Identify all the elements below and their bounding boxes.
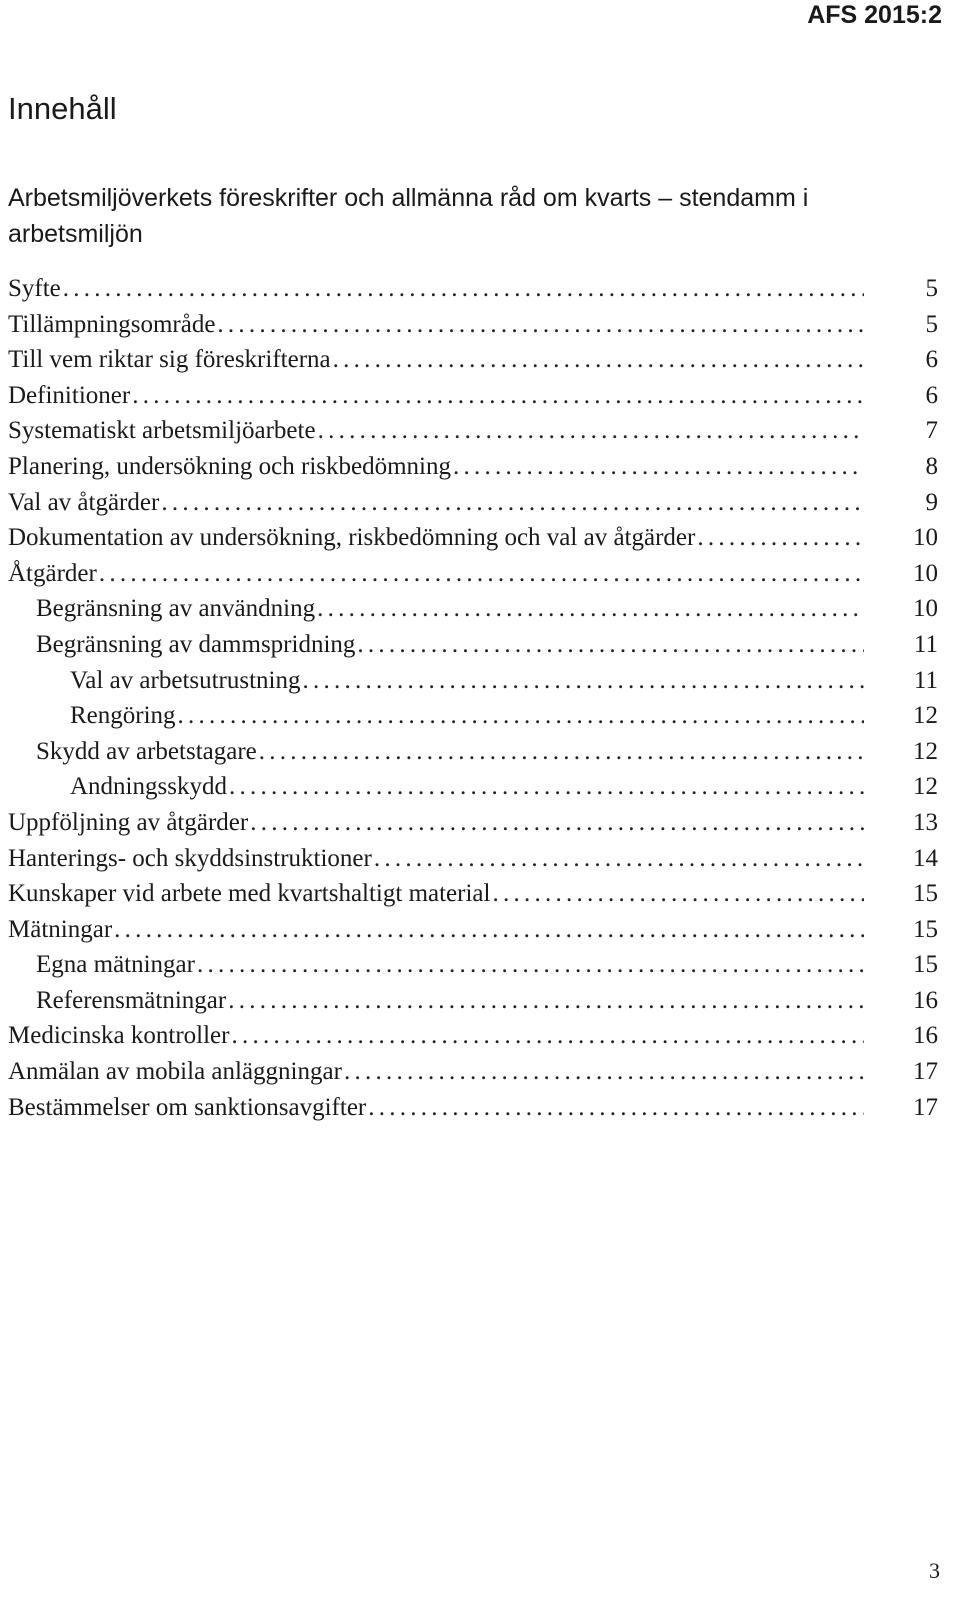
toc-entry-page: 17 [913, 1058, 938, 1086]
toc-entry-page: 11 [913, 666, 938, 694]
toc-entry-page: 10 [913, 559, 938, 587]
toc-entry-title: Anmälan av mobila anläggningar [8, 1058, 342, 1086]
toc-dot-leader [492, 876, 864, 912]
toc-entry-title: Andningsskydd [70, 773, 227, 801]
toc-entry-page: 16 [913, 986, 938, 1014]
toc-entry-title: Definitioner [8, 381, 131, 409]
toc-dot-leader [318, 413, 864, 449]
toc-entry[interactable] [8, 1018, 938, 1054]
toc-entry[interactable] [8, 1090, 938, 1126]
toc-dot-leader [99, 556, 864, 592]
toc-entry[interactable] [8, 841, 938, 877]
toc-dot-leader [229, 769, 864, 805]
toc-entry[interactable] [8, 449, 938, 485]
toc-dot-leader [317, 591, 864, 627]
toc-entry-page: 17 [913, 1093, 938, 1121]
toc-entry-page: 12 [913, 702, 938, 730]
toc-dot-leader [453, 449, 864, 485]
toc-entry[interactable] [8, 912, 938, 948]
toc-entry[interactable] [8, 663, 938, 699]
toc-dot-leader [228, 983, 864, 1019]
toc-dot-leader [368, 1090, 864, 1126]
toc-entry[interactable] [8, 698, 938, 734]
table-of-contents [8, 271, 938, 1125]
toc-entry[interactable] [8, 271, 938, 307]
toc-entry-title: Till vem riktar sig föreskrifterna [8, 346, 331, 374]
toc-entry-page: 12 [913, 773, 938, 801]
toc-entry-title: Systematiskt arbetsmiljöarbete [8, 417, 316, 445]
toc-entry[interactable] [8, 307, 938, 343]
toc-dot-leader [333, 342, 864, 378]
toc-entry[interactable] [8, 983, 938, 1019]
toc-entry-title: Åtgärder [8, 559, 97, 587]
toc-entry[interactable] [8, 342, 938, 378]
toc-entry-page: 6 [925, 346, 938, 374]
toc-entry-page: 5 [925, 310, 938, 338]
toc-dot-leader [374, 841, 864, 877]
toc-entry-title: Mätningar [8, 915, 113, 943]
toc-dot-leader [231, 1018, 864, 1054]
toc-entry-page: 13 [913, 808, 938, 836]
toc-dot-leader [250, 805, 864, 841]
toc-dot-leader [217, 307, 864, 343]
toc-dot-leader [132, 378, 864, 414]
page-title: Innehåll [8, 91, 117, 126]
toc-entry[interactable] [8, 876, 938, 912]
toc-entry-page: 7 [925, 417, 938, 445]
toc-entry-page: 10 [913, 595, 938, 623]
toc-dot-leader [259, 734, 864, 770]
document-id: AFS 2015:2 [807, 1, 942, 29]
toc-entry[interactable] [8, 591, 938, 627]
toc-entry[interactable] [8, 769, 938, 805]
toc-dot-leader [161, 485, 864, 521]
toc-dot-leader [357, 627, 864, 663]
toc-entry-title: Egna mätningar [36, 951, 195, 979]
toc-entry[interactable] [8, 734, 938, 770]
toc-entry-title: Begränsning av dammspridning [36, 630, 356, 658]
toc-entry[interactable] [8, 947, 938, 983]
toc-dot-leader [697, 520, 864, 556]
toc-entry-title: Hanterings- och skyddsinstruktioner [8, 844, 372, 872]
toc-entry-page: 15 [913, 915, 938, 943]
toc-entry-title: Referensmätningar [36, 986, 227, 1014]
toc-entry-title: Syfte [8, 275, 61, 302]
toc-dot-leader [63, 271, 864, 307]
toc-entry-title: Kunskaper vid arbete med kvartshaltigt material [8, 880, 491, 908]
toc-entry-page: 9 [925, 488, 938, 516]
toc-entry[interactable] [8, 1054, 938, 1090]
toc-dot-leader [197, 947, 864, 983]
toc-entry-title: Rengöring [70, 702, 176, 730]
toc-entry[interactable] [8, 378, 938, 414]
toc-entry-title: Begränsning av användning [36, 595, 316, 623]
toc-entry-page: 10 [913, 524, 938, 552]
toc-entry-page: 8 [925, 452, 938, 480]
toc-dot-leader [303, 663, 864, 699]
toc-entry[interactable] [8, 485, 938, 521]
toc-entry-title: Tillämpningsområde [8, 310, 216, 338]
toc-entry-page: 15 [913, 880, 938, 908]
toc-entry[interactable] [8, 413, 938, 449]
toc-entry-title: Planering, undersökning och riskbedömning [8, 452, 451, 480]
toc-dot-leader [114, 912, 864, 948]
section-title: Arbetsmiljöverkets föreskrifter och allmänna råd om kvarts – stendamm i arbetsmiljön [8, 184, 809, 248]
toc-entry-title: Skydd av arbetstagare [36, 737, 257, 765]
toc-entry[interactable] [8, 520, 938, 556]
page-number: 3 [929, 1558, 940, 1583]
toc-entry-page: 14 [913, 844, 938, 872]
toc-entry-page: 11 [913, 630, 938, 658]
toc-entry-title: Val av arbetsutrustning [70, 666, 301, 694]
toc-entry[interactable] [8, 805, 938, 841]
toc-dot-leader [178, 698, 864, 734]
toc-entry[interactable] [8, 556, 938, 592]
toc-entry-title: Val av åtgärder [8, 488, 160, 516]
toc-entry[interactable] [8, 627, 938, 663]
toc-entry-page: 12 [913, 737, 938, 765]
toc-entry-page: 15 [913, 951, 938, 979]
toc-entry-page: 16 [913, 1022, 938, 1050]
toc-entry-title: Uppföljning av åtgärder [8, 808, 249, 836]
toc-entry-title: Medicinska kontroller [8, 1022, 230, 1050]
toc-dot-leader [344, 1054, 864, 1090]
toc-entry-page: 6 [925, 381, 938, 409]
toc-entry-title: Dokumentation av undersökning, riskbedömning och val av åtgärder [8, 524, 696, 552]
toc-entry-page: 5 [925, 275, 938, 302]
toc-entry-title: Bestämmelser om sanktionsavgifter [8, 1093, 367, 1121]
